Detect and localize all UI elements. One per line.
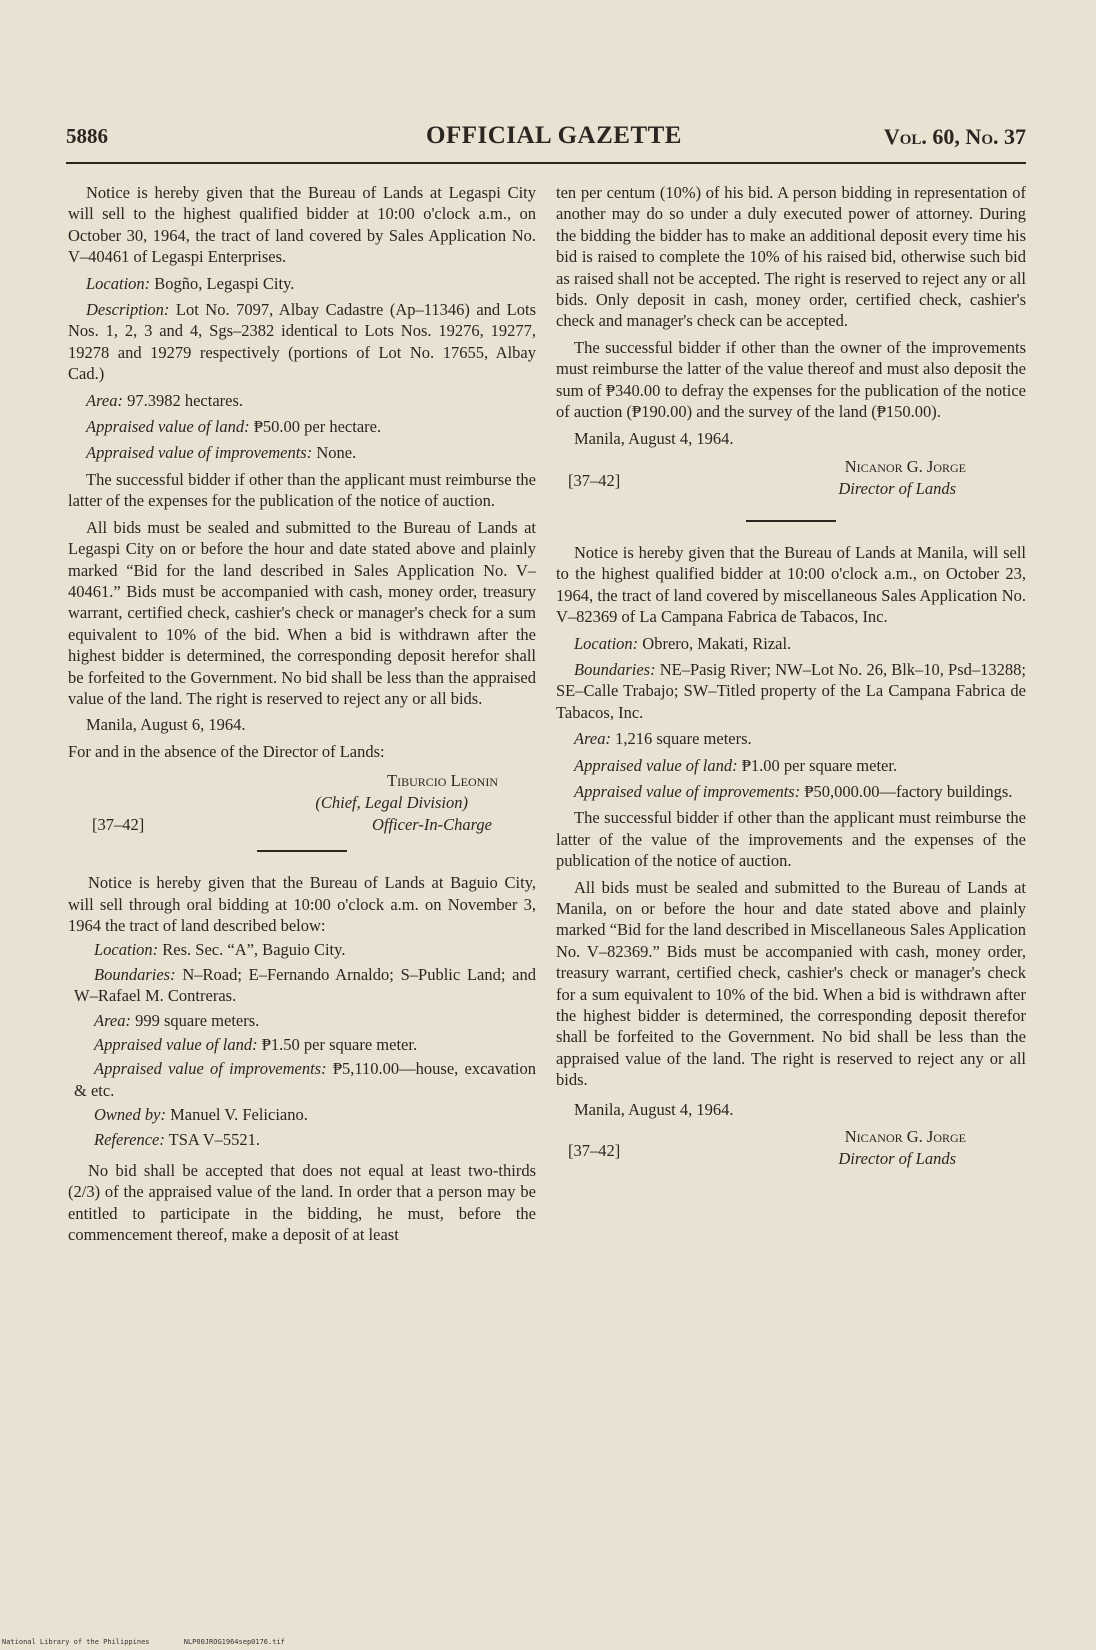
bidding-paragraph: No bid shall be accepted that does not equal at least two-thirds (2/3) of the appraised value of the land. In order that a person may be entitled to participate in the bidding, he must, before the commencement thereof, make a deposit of at least <box>68 1161 536 1245</box>
bids-paragraph: All bids must be sealed and submitted to the Bureau of Lands at Legaspi City on or before the hour and date stated above and plainly marked “Bid for the land described in Sales Application No. V–40461.” Bids must be accompanied with cash, money order, treasury warrant, certified check, cashier's check or manager's check for a sum equivalent to 10% of the bid. When a bid is withdrawn after the highest bidder is determined, the corresponding deposit herefor shall be forfeited to the Government. No bid shall be less than the appraised value of the land. The right is reserved to reject any or all bids. <box>68 517 536 708</box>
land-value: ₱50.00 per hectare. <box>253 417 382 437</box>
land-value-line <box>68 416 536 437</box>
land-value: ₱1.50 per square meter. <box>261 1035 418 1054</box>
area-line <box>68 390 536 411</box>
signer-name: Nicanor G. Jorge <box>844 1127 966 1147</box>
boundaries-label: Boundaries: <box>94 964 176 984</box>
signer-name: Nicanor G. Jorge <box>844 456 966 476</box>
library-credit: National Library of the Philippines <box>2 1638 150 1646</box>
owner-label: Owned by: <box>94 1105 166 1125</box>
reference-label: Reference: <box>94 1129 165 1149</box>
description-label: Description: <box>86 300 170 320</box>
signer-name: Tiburcio Leonin <box>387 771 498 791</box>
reference-line <box>68 1129 536 1150</box>
notice-baguio <box>68 872 536 1246</box>
publication-title: OFFICIAL GAZETTE <box>426 122 682 149</box>
land-value-line <box>68 1034 536 1055</box>
area-label: Area: <box>86 390 123 410</box>
area-value: 97.3982 hectares. <box>127 390 244 410</box>
location-label: Location: <box>574 633 639 653</box>
signature-block <box>556 1126 1026 1176</box>
page-header <box>66 120 1026 160</box>
notice-baguio-continued <box>556 182 1026 506</box>
volume-number <box>884 124 1026 150</box>
improvements-label: Appraised value of improvements: <box>574 781 801 801</box>
issue-code: [37–42] <box>568 1141 621 1161</box>
notice-intro: Notice is hereby given that the Bureau of Lands at Baguio City, will sell through oral bidding at 10:00 o'clock a.m. on November 3, 1964 the tract of land described below: <box>68 873 536 935</box>
notice-intro: Notice is hereby given that the Bureau of Lands at Manila, will sell to the highest qualified bidder at 10:00 o'clock a.m., on October 23, 1964, the tract of land covered by miscellaneous Sales Application No. V–82369 of La Campana Fabrica de Tabacos, Inc. <box>556 542 1026 627</box>
area-value: 1,216 square meters. <box>615 729 752 749</box>
reimburse-paragraph: The successful bidder if other than the applicant must reimburse the latter of the expenses for the publication of the notice of auction. <box>68 469 536 511</box>
reimburse-paragraph: The successful bidder if other than the owner of the improvements must reimburse the latter of the value thereof and must also deposit the sum of ₱340.00 to defray the expenses for the publication of the notice of auction (₱190.00) and the survey of the land (₱150.00). <box>556 337 1026 422</box>
land-value-label: Appraised value of land: <box>86 417 250 437</box>
description-value: Lot No. 7097, Albay Cadastre (Ap–11346) and Lots Nos. 1, 2, 3 and 4, Sgs–2382 identical to Lots Nos. 19276, 19277, 19278 and 19279 respectively (portions of Lot No. 17655, Albay Cad.) <box>68 300 537 384</box>
signature-block <box>556 456 1026 506</box>
improvements-line <box>68 442 536 463</box>
owner-line <box>68 1104 536 1125</box>
boundaries-line <box>556 659 1026 723</box>
location-label: Location: <box>86 273 151 293</box>
reference-value: TSA V–5521. <box>168 1129 261 1149</box>
signer-title: Director of Lands <box>838 1149 956 1169</box>
land-value: ₱1.00 per square meter. <box>741 755 898 775</box>
signer-title: (Chief, Legal Division) <box>315 793 468 813</box>
improvements-value: ₱5,110.00—house, excavation & etc. <box>74 1059 536 1100</box>
signer-title: Director of Lands <box>838 478 956 498</box>
boundaries-label: Boundaries: <box>574 659 656 679</box>
improvements-line <box>68 1058 536 1101</box>
boundaries-line <box>68 964 536 1007</box>
area-value: 999 square meters. <box>135 1010 260 1030</box>
improvements-label: Appraised value of improvements: <box>86 443 313 463</box>
right-column <box>556 182 1026 1176</box>
land-value-label: Appraised value of land: <box>94 1035 258 1054</box>
location-line <box>68 273 536 294</box>
notice-legaspi <box>68 182 536 836</box>
area-line <box>68 1010 536 1031</box>
notice-divider <box>257 850 347 852</box>
boundaries-value: N–Road; E–Fernando Arnaldo; S–Public Land; and W–Rafael M. Contreras. <box>74 964 537 1006</box>
header-rule <box>66 162 1026 164</box>
bids-paragraph: All bids must be sealed and submitted to the Bureau of Lands at Manila, on or before the hour and date stated above and plainly marked “Bid for the land described in Miscellaneous Sales Application No. V–82369.” Bids must be accompanied with cash, money order, treasury warrant, certified check, cashier's check or manager's check for a sum equivalent to 10% of the bid. When a bid is withdrawn after the highest bidder is determined, the corresponding deposit therefor shall be forfeited to the Government. No bid shall be less than the appraised value of the land. The right is reserved to reject any or all bids. <box>556 877 1026 1090</box>
location-line <box>556 633 1026 654</box>
improvements-value: None. <box>316 443 357 463</box>
issue-code: [37–42] <box>92 815 145 835</box>
scan-filename: NLP00JROG1964sep0176.tif <box>183 1638 285 1646</box>
boundaries-value: NE–Pasig River; NW–Lot No. 26, Blk–10, Psd–13288; SE–Calle Trabajo; SW–Titled property of the La Campana Fabrica de Tabacos, Inc. <box>556 659 1026 722</box>
area-line <box>556 728 1026 749</box>
signature-block <box>68 770 536 836</box>
volume-text: Vol. 60, No. 37 <box>883 124 1026 149</box>
improvements-label: Appraised value of improvements: <box>94 1059 327 1079</box>
reimburse-paragraph: The successful bidder if other than the applicant must reimburse the latter of the value of the improvements and the expenses of the publication of the notice of auction. <box>556 808 1026 871</box>
land-value-label: Appraised value of land: <box>574 755 738 775</box>
location-value: Obrero, Makati, Rizal. <box>642 633 792 653</box>
land-value-line <box>556 755 1026 776</box>
place-date: Manila, August 6, 1964. <box>86 715 246 735</box>
notice-manila <box>556 542 1026 1176</box>
area-label: Area: <box>94 1010 131 1030</box>
location-value: Bogño, Legaspi City. <box>154 273 295 293</box>
left-column <box>68 182 536 1249</box>
page-number: 5886 <box>66 124 108 148</box>
issue-code: [37–42] <box>568 470 621 490</box>
area-label: Area: <box>574 729 611 749</box>
place-date: Manila, August 4, 1964. <box>574 429 734 449</box>
signer-role: Officer-In-Charge <box>371 815 492 835</box>
notice-divider <box>746 520 836 522</box>
for-absence-line: For and in the absence of the Director of Lands: <box>68 741 385 761</box>
deposit-paragraph: ten per centum (10%) of his bid. A person bidding in representation of another may do so under a duly executed power of attorney. During the bidding the bidder has to make an additional deposit every time his bid is raised to complete the 10% of his raised bid, otherwise such bid as raised shall not be accepted. The right is reserved to reject any or all bids. Only deposit in cash, money order, certified check, cashier's check and manager's check can be accepted. <box>556 183 1026 331</box>
improvements-value: ₱50,000.00—factory buildings. <box>804 781 1013 801</box>
location-value: Res. Sec. “A”, Baguio City. <box>162 940 346 960</box>
description-line <box>68 299 536 385</box>
scan-footer <box>2 1638 315 1646</box>
owner-value: Manuel V. Feliciano. <box>170 1105 308 1125</box>
improvements-line <box>556 781 1026 802</box>
location-line <box>68 939 536 960</box>
location-label: Location: <box>94 940 159 960</box>
notice-intro: Notice is hereby given that the Bureau of Lands at Legaspi City will sell to the highest qualified bidder at 10:00 o'clock a.m., on October 30, 1964, the tract of land covered by Sales Application No. V–40461 of Legaspi Enterprises. <box>68 183 536 267</box>
place-date: Manila, August 4, 1964. <box>574 1099 734 1119</box>
